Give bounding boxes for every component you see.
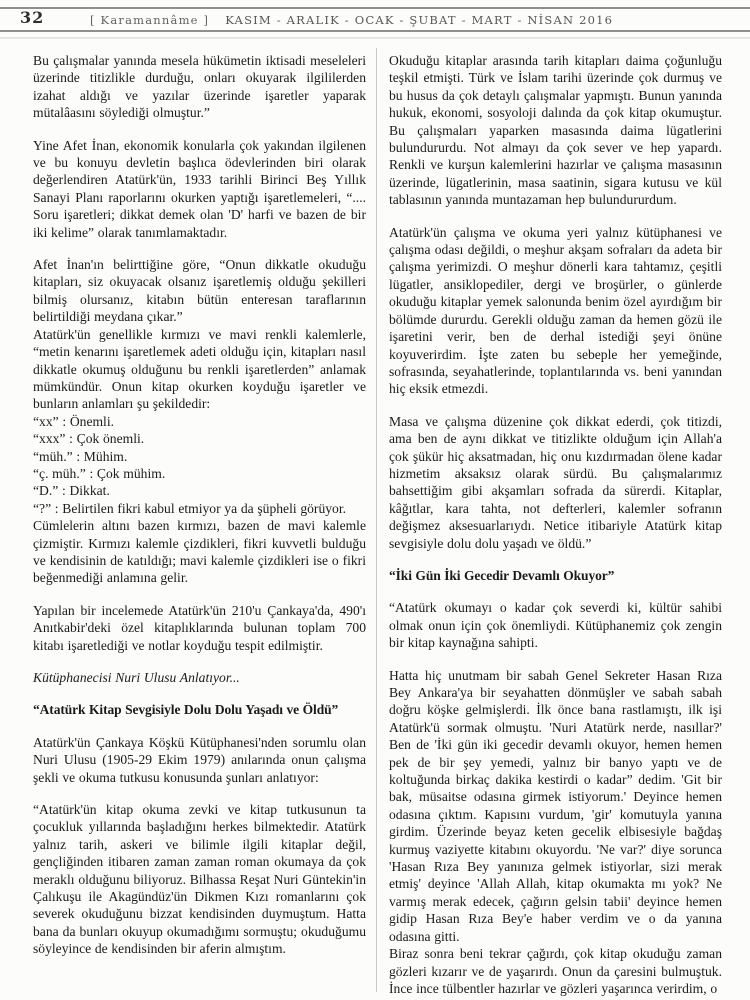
right-column (389, 52, 722, 997)
paragraph: “Atatürk okumayı o kadar çok severdi ki, kültür sahibi olmak onun için çok önemliydi. Kütüphanemiz çok zengin bir kitap kaynağına sahipti. (389, 600, 722, 651)
paragraph: Hatta hiç unutmam bir sabah Genel Sekreter Hasan Rıza Bey Ankara'ya bir seyahatten dönmüşler ve sabah sabah doğru köşke gelmişlerdi. İlk önce bana rastlamıştı, ilk işi Atatürk'ü sormak olmuştu. 'Nuri Atatürk nerde, nasıllar?' Ben de 'İki gün iki gecedir devamlı okuyor, hemen hemen pek de bir şey yemedi, yalnız bir banyo yaptı ve de koltuğunda birkaç dakika kestirdi o kadar” dedim. 'Git bir bak, müsaitse odasına girmek istiyorum.' Deyince hemen odasına çıktım. Kapısını vurdum, 'gir' komutuyla yanına girdim. Üzerinde beyaz keten gecelik elbisesiyle bağdaş kurmuş vaziyette kitabını okuyordu. 'Ne var?' diye sorunca 'Hasan Rıza Bey yanınıza gelmek istiyorlar, sizi merak etmiş' deyince 'Allah Allah, kitap okumakta mı yok? Ne varmış merak edecek, çağırın gelsin tabii' deyince hemen gidip Hasan Rıza Bey'e haber verdim ve o da yanına odasına gitti. (389, 667, 722, 944)
header-shadow-rule (0, 37, 750, 39)
paragraph: Atatürk'ün çalışma ve okuma yeri yalnız kütüphanesi ve çalışma odası değildi, o meşhur akşam sofraları da adeta bir çalışma yerimizdi. O meşhur dönerli kara tahtamız, çeşitli lügatler, ansiklopediler, dergi ve broşürler, o günlerde okuduğu kitaplar yemek salonunda benim özel ayırdığım bir bölümde dururdu. Gerekli olduğu zaman da hemen gözü ile işaretini verir, ben de derhal istediği şeyi önüne koyuverirdim. İşte zaten bu sebeple her yemeğinde, sofrasında, seyahatlerinde, toplantılarında vs. beni yanından hiç eksik etmezdi. (389, 224, 722, 397)
issue-months: KASIM - ARALIK - OCAK - ŞUBAT - MART - NİSAN 2016 (225, 13, 614, 27)
paragraph: Atatürk'ün genellikle kırmızı ve mavi renkli kalemlerle, “metin kenarını işaretlemek adeti olduğu için, kitapları nasıl dikkatle okumuş olduğunu bu renkli işaretlerden” anlamak mümkündür. Onun kitap okurken koyduğu işaretler ve bunların anlamları şu şekildedir: (33, 326, 366, 412)
sub-heading: Kütüphanecisi Nuri Ulusu Anlatıyor... (33, 670, 240, 685)
paragraph: Atatürk'ün Çankaya Köşkü Kütüphanesi'nden sorumlu olan Nuri Ulusu (1905-29 Ekim 1979) anılarında onun çalışma şekli ve okuma tutkusu konusunda şunları anlatıyor: (33, 734, 366, 785)
paragraph: “Atatürk'ün kitap okuma zevki ve kitap tutkusunun ta çocukluk yıllarında başladığını herkes bilmektedir. Atatürk yalnız tarih, askeri ve bilimle ilgili kitaplar değil, gençliğinden itibaren zaman zaman roman okumaya da çok meraklı olduğunu biliyoruz. Bilhassa Reşat Nuri Güntekin'in Çalıkuşu ile Akagündüz'ün Dikmen Kızı romanlarını çok severek okuduğunu bizzat kendisinden duymuştum. Hatta bana da bunları okuyup okumadığımı sormuştu; okuduğumu söyleyince de kendisinden bir aferin almıştım. (33, 802, 366, 957)
paragraph: Biraz sonra beni tekrar çağırdı, çok kitap okuduğu zaman gözleri kızarır ve de yaşarırdı. Onun da çaresini bulmuştuk. İnce ince tülbentler hazırlar ve gözleri yaşarınca verirdim, o (389, 946, 722, 996)
paragraph: Yine Afet İnan, ekonomik konularla çok yakından ilgilenen ve bu konuyu devletin başlıca ödevlerinden biri olarak değerlendiren Atatürk'ün, 1933 tarihli Birinci Beş Yıllık Sanayi Planı raporlarını okurken yaptığı işaretlemeleri, “.... Soru işaretleri; dikkat demek olan 'D' harfi ve bazen de bir iki kelime” olarak tanımlamaktadır. (33, 137, 366, 240)
paragraph: Yapılan bir incelemede Atatürk'ün 210'u Çankaya'da, 490'ı Anıtkabir'deki özel kitaplıklarında bulunan toplam 700 kitabı işaretlediği ve notlar koyduğu tespit edilmiştir. (33, 602, 366, 653)
section-heading: “İki Gün İki Gecedir Devamlı Okuyor” (389, 567, 615, 583)
running-header (90, 13, 614, 27)
paragraph: “xxx” : Çok önemli. (33, 431, 145, 447)
paragraph: Okuduğu kitaplar arasında tarih kitapları daima çoğunluğu teşkil etmişti. Türk ve İslam tarihi üzerinde çok durmuş ve bu husus da çok detaylı çalışmalar yapmıştı. Bunun yanında hukuk, ekonomi, sosyoloji dalında da çok kitap okumuştur. Bu çalışmaları yaparken masasında daima lügatlerini bulundururdu. Not almayı da çok sever ve hep yapardı. Renkli ve kurşun kalemlerini hazırlar ve çalışma masasının üzerinde, lügatlerinin, masa saatinin, sigara kutusu ve kül tablasının yanında muntazaman hep bulundururdum. (389, 53, 722, 208)
paragraph: “D.” : Dikkat. (33, 483, 110, 499)
section-heading: “Atatürk Kitap Sevgisiyle Dolu Dolu Yaşadı ve Öldü” (33, 702, 339, 718)
paragraph: Afet İnan'ın belirttiğine göre, “Onun dikkatle okuduğu kitapları, siz okuyacak olsanız işaretlemiş olduğu şekilleri bilmiş olursanız, kitabın bütün enteresan taraflarının belirtildiği meydana çıkar.” (33, 257, 366, 325)
paragraph: Cümlelerin altını bazen kırmızı, bazen de mavi kalemle çizmiştir. Kırmızı kalemle çizdikleri, fikri kuvvetli bulduğu ve kendisinin de katıldığı; mavi kalemle çizdikleri ise o fikri beğenmediği anlamına gelir. (33, 518, 366, 586)
paragraph: “müh.” : Mühim. (33, 448, 128, 464)
journal-name: [ Karamannâme ] (90, 13, 210, 27)
paragraph: “ç. müh.” : Çok mühim. (33, 465, 166, 481)
page-number: 32 (20, 8, 45, 27)
left-column (33, 52, 366, 997)
column-divider-rule (376, 48, 377, 992)
paragraph: Bu çalışmalar yanında mesela hükümetin iktisadi meseleleri üzerinde titizlikle durduğu, onları okuyarak ilgililerden izahat aldığı ve yazılar üzerinde işaretler yaparak mütalâasını söylediği olmuştur.” (33, 53, 366, 121)
header-bottom-rule (0, 30, 750, 32)
paragraph: “?” : Belirtilen fikri kabul etmiyor ya da şüpheli görüyor. (33, 500, 347, 516)
header-top-rule (0, 7, 750, 9)
paragraph: “xx” : Önemli. (33, 413, 115, 429)
paragraph: Masa ve çalışma düzenine çok dikkat ederdi, çok titizdi, ama ben de aynı dikkat ve titizlikte olduğum için Allah'a çok şükür hiç aksatmadan, hiç onu kızdırmadan ölene kadar hizmetim aksaksız olarak sürdü. Bu çalışmalarımız bahsettiğim gibi akşamları sofrada da sürerdi. Kitaplar, kâğıtlar, kara tahta, not defterleri, kalemler sofranın değişmez aksesuarlarıydı. Netice itibariyle Atatürk kitap sevgisiyle dolu dolu yaşadı ve öldü.” (389, 413, 722, 551)
